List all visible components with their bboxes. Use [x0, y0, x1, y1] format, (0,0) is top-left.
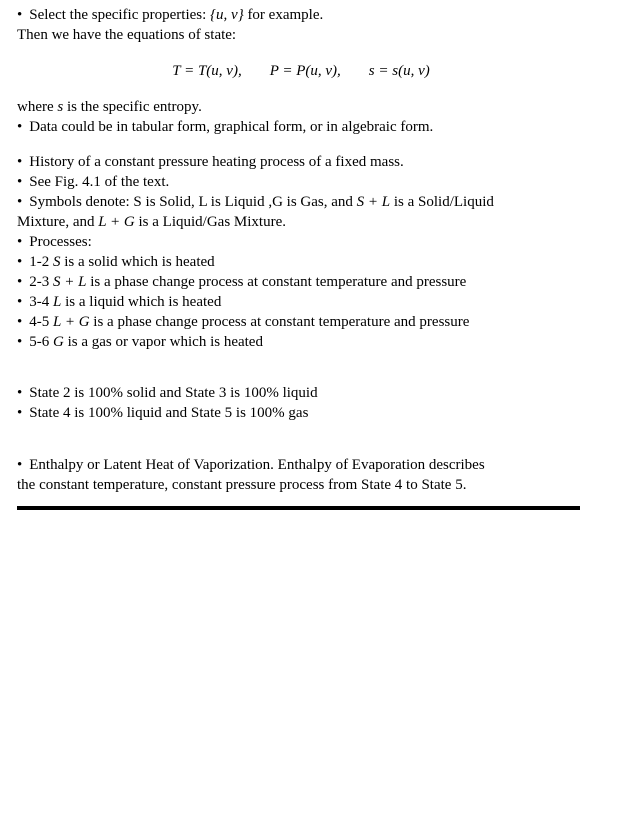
bullet-icon: • — [17, 314, 23, 330]
select-properties-line — [17, 5, 585, 25]
process-range: 5-6 — [29, 334, 50, 350]
process-symbol: S + L — [53, 274, 87, 290]
see-figure-text: See Fig. 4.1 of the text. — [29, 174, 170, 190]
symbols-wrap-pre: Mixture, and — [17, 214, 95, 230]
bullet-icon: • — [17, 457, 23, 473]
state-4-5-line — [17, 403, 585, 423]
symbols-text-tail: is a Solid/Liquid — [393, 194, 494, 210]
symbols-line-1 — [17, 192, 585, 212]
enthalpy-section — [17, 455, 585, 495]
bullet-icon: • — [17, 194, 23, 210]
process-range: 4-5 — [29, 314, 50, 330]
process-item-5-6 — [17, 332, 585, 352]
bullet-icon: • — [17, 234, 23, 250]
equation-pressure: P = P(u, v), — [269, 63, 341, 79]
bullet-icon: • — [17, 254, 23, 270]
entropy-definition-tail: is the specific entropy. — [67, 99, 202, 115]
bullet-icon: • — [17, 154, 23, 170]
process-desc: is a phase change process at constant temperature and pressure — [90, 274, 467, 290]
state-2-3-text: State 2 is 100% solid and State 3 is 100% liquid — [29, 385, 318, 401]
data-forms-line — [17, 117, 585, 137]
equation-entropy: s = s(u, v) — [368, 63, 430, 79]
bullet-icon: • — [17, 274, 23, 290]
equations-intro-text: Then we have the equations of state: — [17, 27, 237, 43]
process-desc: is a phase change process at constant temperature and pressure — [93, 314, 470, 330]
entropy-definition-pre: where — [17, 99, 54, 115]
state-2-3-line — [17, 383, 585, 403]
properties-math: {u, v} — [210, 7, 244, 23]
bullet-icon: • — [17, 334, 23, 350]
enthalpy-line-2 — [17, 475, 585, 495]
bullet-icon: • — [17, 294, 23, 310]
processes-label-line — [17, 232, 585, 252]
state-4-5-text: State 4 is 100% liquid and State 5 is 100% gas — [29, 405, 309, 421]
process-range: 1-2 — [29, 254, 50, 270]
equations-intro-line — [17, 25, 585, 45]
data-forms-text: Data could be in tabular form, graphical form, or in algebraic form. — [29, 119, 434, 135]
history-line — [17, 152, 585, 172]
see-figure-line — [17, 172, 585, 192]
bullet-icon: • — [17, 405, 23, 421]
process-item-1-2 — [17, 252, 585, 272]
select-properties-text: Select the specific properties: — [29, 7, 207, 23]
bullet-icon: • — [17, 7, 23, 23]
liquid-gas-math: L + G — [98, 214, 135, 230]
enthalpy-text-2: the constant temperature, constant pressure process from State 4 to State 5. — [17, 477, 467, 493]
process-symbol: S — [53, 254, 61, 270]
footer-rule — [17, 506, 580, 510]
process-item-4-5 — [17, 312, 585, 332]
process-range: 2-3 — [29, 274, 50, 290]
equation-temperature: T = T(u, v), — [172, 63, 242, 79]
bullet-icon: • — [17, 174, 23, 190]
equation-of-state — [17, 61, 585, 81]
entropy-definition-line — [17, 97, 585, 117]
bullet-icon: • — [17, 385, 23, 401]
process-desc: is a liquid which is heated — [65, 294, 222, 310]
symbols-text: Symbols denote: S is Solid, L is Liquid ,G is Gas, and — [29, 194, 353, 210]
solid-liquid-math: S + L — [356, 194, 391, 210]
entropy-symbol: s — [57, 99, 64, 115]
symbols-wrap-tail: is a Liquid/Gas Mixture. — [138, 214, 286, 230]
select-properties-tail: for example. — [247, 7, 324, 23]
bullet-icon: • — [17, 119, 23, 135]
enthalpy-line-1 — [17, 455, 585, 475]
process-symbol: L + G — [53, 314, 90, 330]
process-symbol: G — [53, 334, 64, 350]
process-desc: is a gas or vapor which is heated — [67, 334, 263, 350]
heating-process-section — [17, 152, 585, 352]
process-item-3-4 — [17, 292, 585, 312]
process-desc: is a solid which is heated — [64, 254, 215, 270]
enthalpy-text-1: Enthalpy or Latent Heat of Vaporization. Enthalpy of Evaporation describes — [29, 457, 485, 473]
process-item-2-3 — [17, 272, 585, 292]
symbols-line-2 — [17, 212, 585, 232]
states-section — [17, 383, 585, 423]
processes-label: Processes: — [29, 234, 92, 250]
process-range: 3-4 — [29, 294, 50, 310]
history-text: History of a constant pressure heating process of a fixed mass. — [29, 154, 404, 170]
process-symbol: L — [53, 294, 62, 310]
